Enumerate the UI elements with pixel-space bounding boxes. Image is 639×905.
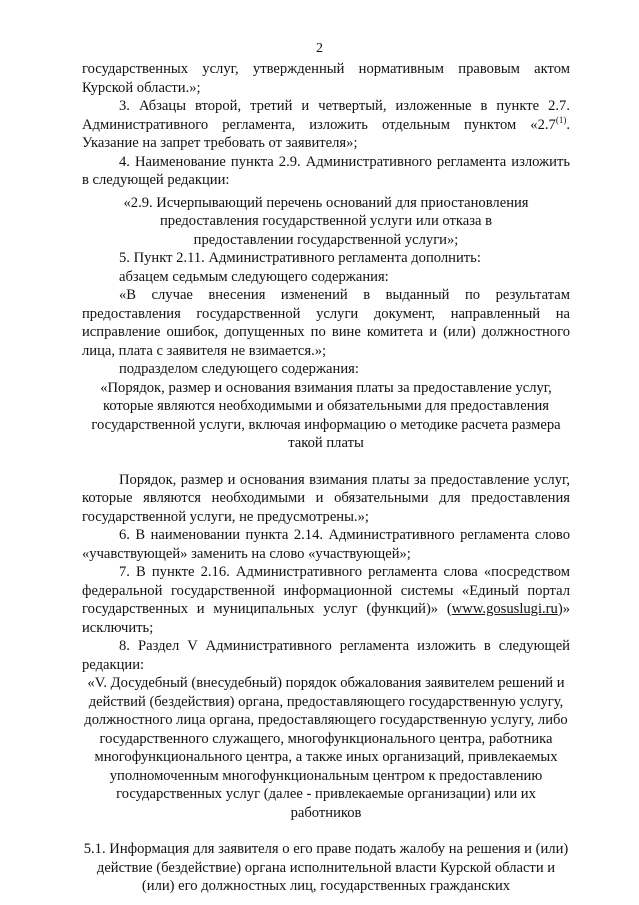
paragraph-continuation: государственных услуг, утвержденный нормативным правовым актом Курской области.»; — [82, 61, 570, 96]
quoted-subsection-heading: «Порядок, размер и основания взимания платы за предоставление услуг, которые являются необходимыми и обязательными для предоставления государственной услуги, включая информацию о методике расчета размера такой платы — [91, 379, 561, 451]
quoted-heading-2-9: «2.9. Исчерпывающий перечень оснований для приостановления предоставления государственной услуги или отказа в предоставлении государственной услуги»; — [123, 194, 529, 248]
paragraph-item-8: 8. Раздел V Административного регламента изложить в следующей редакции: — [82, 638, 570, 673]
paragraph-item-5: 5. Пункт 2.11. Административного регламента дополнить: — [119, 250, 481, 266]
item-7-text: 7. В пункте 2.16. Административного регламента слова «посредством федеральной государственной информационной системы «Единый портал государственных и муниципальных услуг (функций)» ( — [82, 564, 570, 617]
item-7-tail: )» исключить; — [82, 601, 570, 636]
paragraph-fee-not-provided: Порядок, размер и основания взимания платы за предоставление услуг, которые являются необходимыми и обязательными для предоставления государственной услуги, не предусмотрены.»; — [82, 471, 570, 525]
blank-line — [82, 822, 570, 840]
paragraph-item-7 — [82, 563, 570, 637]
item-3-tail: . Указание на запрет требовать от заявителя»; — [82, 116, 570, 151]
paragraph-item-3 — [82, 97, 570, 153]
paragraph-item-4: 4. Наименование пункта 2.9. Административного регламента изложить в следующей редакции: — [82, 153, 570, 188]
paragraph-5-1: 5.1. Информация для заявителя о его праве подать жалобу на решения и (или) действие (бездействие) органа исполнительной власти Курской области и (или) его должностных лиц, государственных гражданских — [83, 841, 569, 894]
item-3-superscript: (1) — [555, 114, 567, 125]
blank-line — [82, 453, 570, 471]
item-3-text: 3. Абзацы второй, третий и четвертый, изложенные в пункте 2.7. Административного регламента, изложить отдельным пунктом «2.7 — [82, 98, 570, 133]
document-body — [82, 60, 570, 896]
page-number: 2 — [316, 41, 323, 56]
section-v-heading: «V. Досудебный (внесудебный) порядок обжалования заявителем решений и действий (бездействия) органа, предоставляющего государственную услугу, должностного лица органа, предоставляющего государственную услугу, либо государственного служащего, многофункционального центра, работника многофункционального центра, а также иных организаций, привлекаемых уполномоченным многофункциональным центром к предоставлению государственных услуг (далее - привлекаемые организации) или их работников — [84, 675, 568, 821]
paragraph-item-6: 6. В наименовании пункта 2.14. Административного регламента слово «учавствующей» заменить на слово «участвующей»; — [82, 527, 570, 562]
gosuslugi-link[interactable]: www.gosuslugi.ru — [451, 601, 558, 617]
paragraph-seventh-abzac: абзацем седьмым следующего содержания: — [119, 268, 389, 285]
paragraph-quoted-fee: «В случае внесения изменений в выданный по результатам предоставления государственной услуги документ, направленный на исправление ошибок, допущенных по вине комитета и (или) должностного лица, плата с заявителя не взимается.»; — [82, 287, 570, 359]
paragraph-subsection-intro: подразделом следующего содержания: — [119, 361, 359, 377]
